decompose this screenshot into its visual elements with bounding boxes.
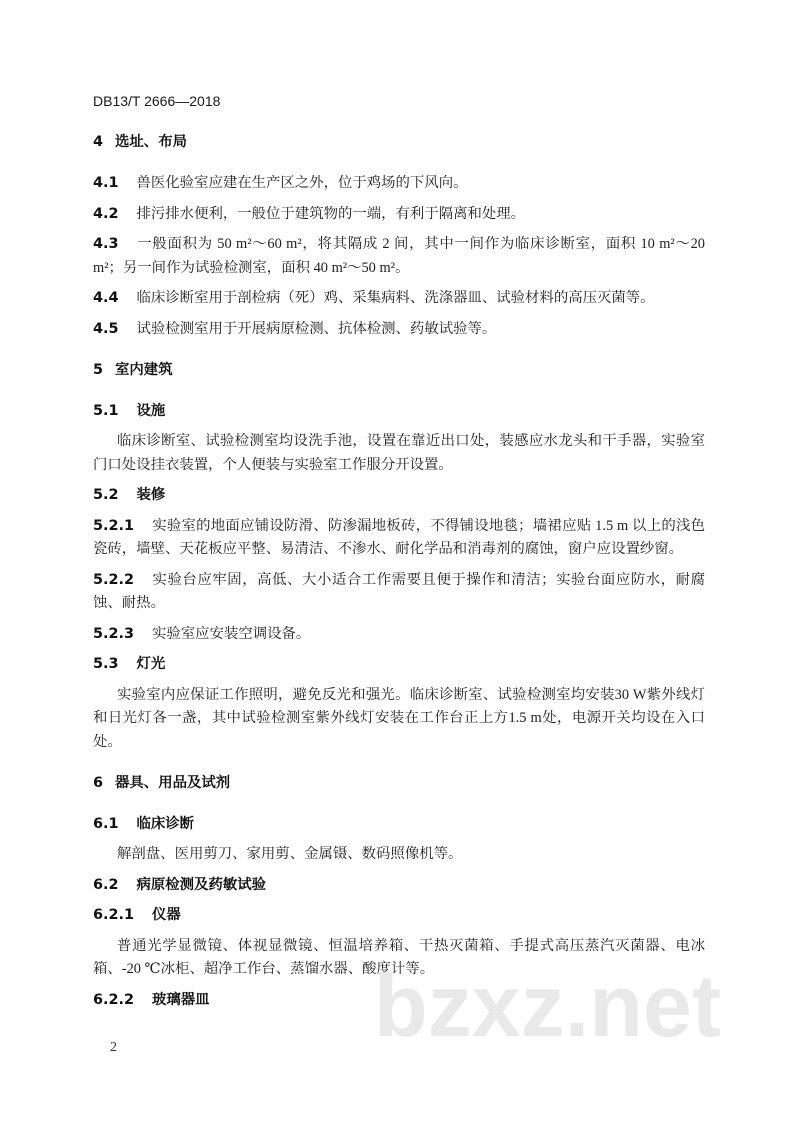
section-heading: [93, 131, 705, 155]
subsection-heading: [93, 484, 705, 508]
clause: [93, 569, 705, 616]
subsection-title: 临床诊断: [136, 815, 195, 832]
clause: [93, 233, 705, 280]
standard-number: DB13/T 2666—2018: [93, 93, 221, 109]
clause-number: 4.1: [93, 175, 119, 191]
clause-text: 排污排水便利，一般位于建筑物的一端，有利于隔离和处理。: [136, 205, 526, 222]
paragraph: 临床诊断室、试验检测室均设洗手池，设置在靠近出口处，装感应水龙头和干手器，实验室门口处设挂衣装置，个人便装与实验室工作服分开设置。: [93, 433, 705, 473]
subsection-number: 6.2: [93, 876, 119, 893]
paragraph: 实验室内应保证工作照明，避免反光和强光。临床诊断室、试验检测室均安装30 W紫外线灯和日光灯各一盏，其中试验检测室紫外线灯安装在工作台正上方1.5 m处，电源开关均设在入口处。: [93, 686, 705, 750]
clause-number: 5.2.3: [93, 625, 134, 642]
clause-number: 5.2.1: [93, 517, 134, 534]
subsection-heading: [93, 813, 705, 837]
subsubsection-title: 仪器: [151, 907, 181, 923]
clause-text: 实验室应安装空调设备。: [151, 625, 311, 642]
subsection-number: 6.1: [93, 815, 119, 832]
clause-text: 实验台应牢固，高低、大小适合工作需要且便于操作和清洁；实验台面应防水，耐腐蚀、耐热。: [93, 571, 705, 611]
subsubsection-number: 6.2.1: [93, 907, 134, 923]
section-heading: [93, 772, 705, 796]
subsection-title: 灯光: [136, 656, 166, 672]
clause: [93, 515, 705, 562]
clause-text: 实验室的地面应铺设防滑、防渗漏地板砖，不得铺设地毯；墙裙应贴 1.5 m 以上的浅色瓷砖，墙壁、天花板应平整、易清洁、不渗水、耐化学品和消毒剂的腐蚀，窗户应设置纱窗。: [93, 517, 705, 557]
section-heading: [93, 359, 705, 383]
clause-text: 临床诊断室用于剖检病（死）鸡、采集病料、洗涤器皿、试验材料的高压灭菌等。: [136, 290, 655, 306]
clause-number: 4.2: [93, 205, 119, 222]
section-title: 器具、用品及试剂: [115, 774, 231, 791]
clause-number: 5.2.2: [93, 571, 134, 588]
paragraph: 解剖盘、医用剪刀、家用剪、金属镊、数码照像机等。: [117, 846, 463, 862]
subsection-title: 装修: [136, 487, 166, 503]
clause-text: 一般面积为 50 m²～60 m²，将其隔成 2 间，其中一间作为临床诊断室，面积 10 m²～20 m²；另一间作为试验检测室，面积 40 m²～50 m²。: [93, 236, 705, 276]
subsection-title: 病原检测及药敏试验: [136, 876, 267, 893]
section-title: 选址、布局: [115, 134, 187, 150]
clause-number: 4.3: [93, 236, 119, 252]
clause: [93, 172, 705, 196]
section-number: 4: [93, 134, 104, 150]
page-content: [93, 90, 705, 1019]
clause: [93, 318, 705, 342]
clause: [93, 287, 705, 311]
subsection-number: 5.2: [93, 487, 119, 503]
subsubsection-heading: [93, 904, 705, 928]
subsection-heading: [93, 874, 705, 898]
section-number: 6: [93, 774, 104, 791]
subsection-number: 5.3: [93, 656, 119, 672]
subsection-title: 设施: [136, 402, 166, 419]
page-number: 2: [110, 1040, 117, 1055]
watermark: bzxz.net: [374, 956, 722, 1055]
paragraph: 普通光学显微镜、体视显微镜、恒温培养箱、干热灭菌箱、手提式高压蒸汽灭菌器、电冰箱、-20 ℃冰柜、超净工作台、蒸馏水器、酸度计等。: [93, 937, 705, 977]
clause: [93, 623, 705, 647]
clause-number: 4.5: [93, 320, 119, 337]
subsubsection-number: 6.2.2: [93, 991, 134, 1008]
subsection-heading: [93, 400, 705, 424]
subsection-number: 5.1: [93, 402, 119, 419]
subsubsection-title: 玻璃器皿: [151, 991, 210, 1008]
subsection-heading: [93, 653, 705, 677]
clause: [93, 203, 705, 227]
clause-number: 4.4: [93, 290, 119, 306]
section-title: 室内建筑: [115, 361, 173, 378]
clause-text: 试验检测室用于开展病原检测、抗体检测、药敏试验等。: [136, 320, 497, 337]
clause-text: 兽医化验室应建在生产区之外，位于鸡场的下风向。: [136, 175, 468, 191]
section-number: 5: [93, 361, 104, 378]
